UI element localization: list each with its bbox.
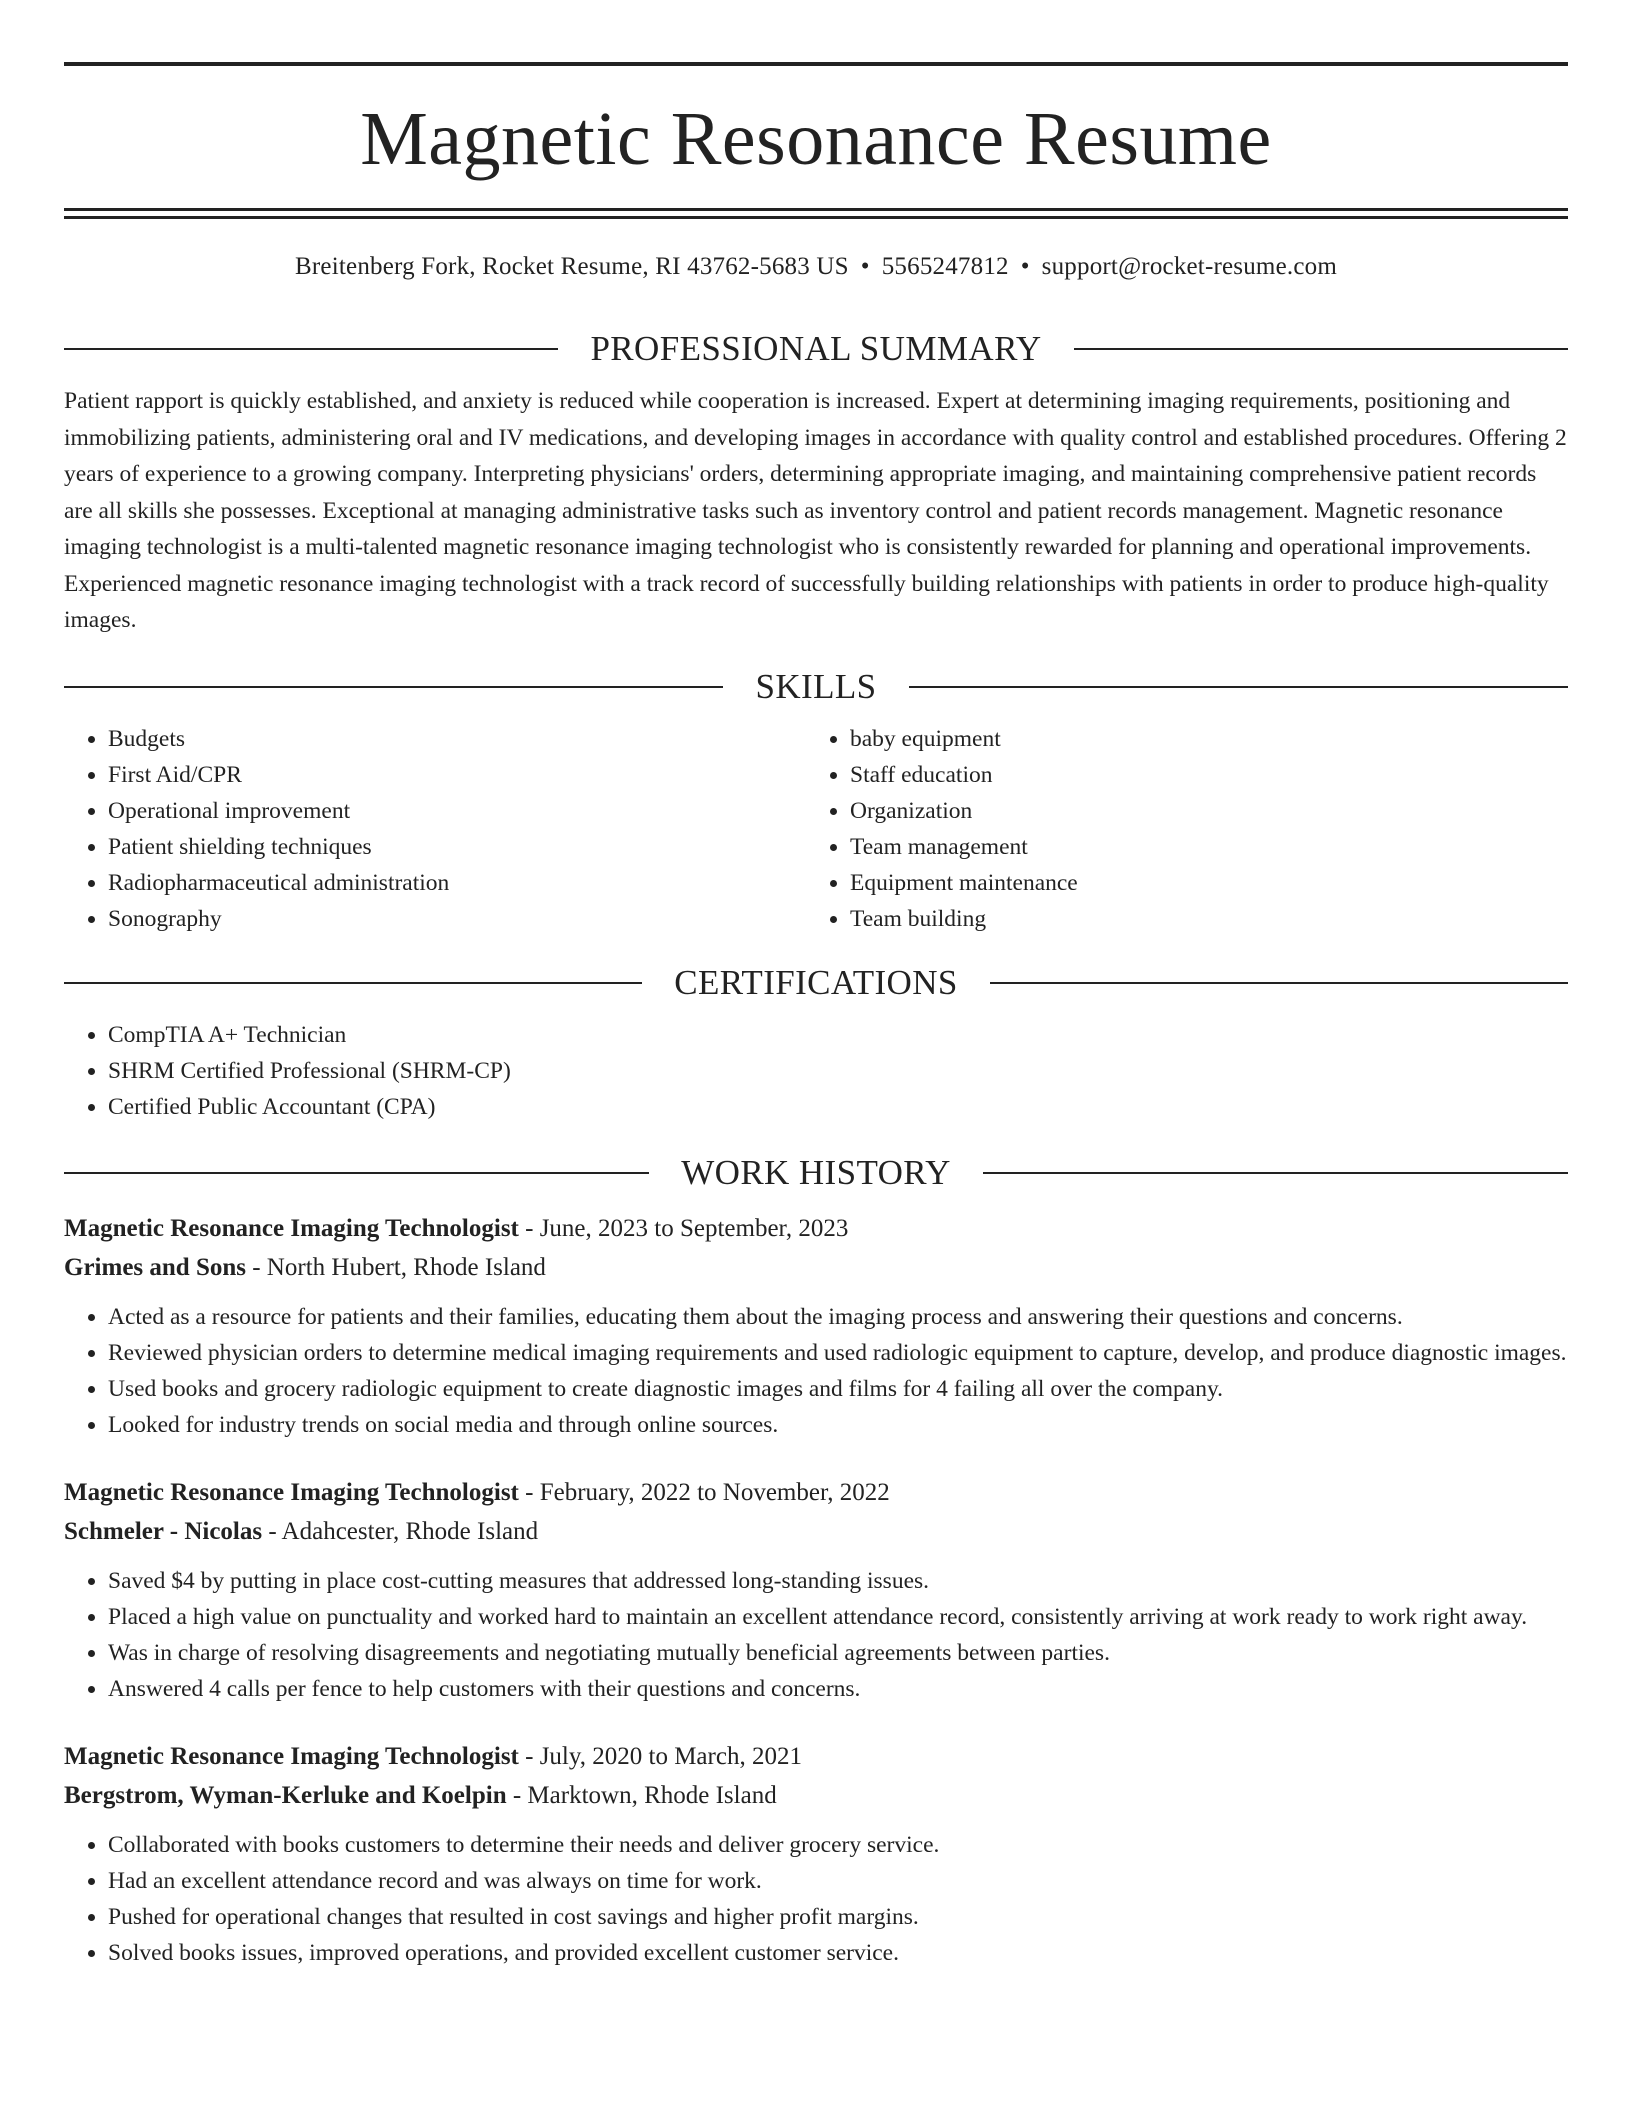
duty-item: • Answered 4 calls per fence to help customers with their questions and concerns. <box>108 1671 1568 1707</box>
section-title: CERTIFICATIONS <box>674 962 958 1002</box>
heading-rule <box>64 982 642 984</box>
duty-item: • Reviewed physician orders to determine medical imaging requirements and used radiologic equipment to capture, develop, and produce diagnostic images. <box>108 1335 1568 1371</box>
section-title: SKILLS <box>755 666 877 706</box>
skill-item: • Sonography <box>108 901 806 937</box>
duty-item: • Placed a high value on punctuality and worked hard to maintain an excellent attendance record, consistently arriving at work ready to work right away. <box>108 1599 1568 1635</box>
certifications-list <box>64 1017 1568 1125</box>
job-company: Grimes and Sons <box>64 1253 246 1281</box>
duty-item: • Saved $4 by putting in place cost-cutting measures that addressed long-standing issues. <box>108 1563 1568 1599</box>
section-heading-certifications <box>64 961 1568 1005</box>
summary-text: Patient rapport is quickly established, and anxiety is reduced while cooperation is increased. Expert at determining imaging requirements, positioning and immobilizing patients, administering oral and IV medications, and developing images in accordance with quality control and established procedures. Offering 2 years of experience to a growing company. Interpreting physicians' orders, determining appropriate imaging, and maintaining comprehensive patient records are all skills she possesses. Exceptional at managing administrative tasks such as inventory control and patient records management. Magnetic resonance imaging technologist is a multi-talented magnetic resonance imaging technologist who is consistently rewarded for planning and operational improvements. Experienced magnetic resonance imaging technologist with a track record of successfully building relationships with patients in order to produce high-quality images. <box>64 388 1567 633</box>
section-title: PROFESSIONAL SUMMARY <box>590 329 1042 368</box>
duty-item: • Acted as a resource for patients and their families, educating them about the imaging process and answering their questions and concerns. <box>108 1299 1568 1335</box>
work-entry <box>64 1209 1568 1443</box>
job-role: Magnetic Resonance Imaging Technologist <box>64 1214 519 1242</box>
contact-email: support@rocket-resume.com <box>1041 253 1337 280</box>
skill-item: • Team management <box>850 829 1548 865</box>
section-heading-skills <box>64 665 1568 709</box>
duty-item: • Had an excellent attendance record and was always on time for work. <box>108 1863 1568 1899</box>
skill-item: • Budgets <box>108 721 806 757</box>
job-title-line <box>64 1209 1568 1248</box>
job-title-line <box>64 1737 1568 1776</box>
skills-list <box>64 721 1568 937</box>
job-duties <box>64 1563 1568 1707</box>
job-role: Magnetic Resonance Imaging Technologist <box>64 1742 519 1770</box>
contact-line <box>64 251 1568 283</box>
contact-separator: • <box>1020 253 1030 280</box>
job-duties <box>64 1299 1568 1443</box>
skill-item: • Staff education <box>850 757 1548 793</box>
job-company: Bergstrom, Wyman-Kerluke and Koelpin <box>64 1781 507 1809</box>
job-duties <box>64 1827 1568 1971</box>
skill-item: • Equipment maintenance <box>850 865 1548 901</box>
section-heading-work-history <box>64 1151 1568 1195</box>
section-heading-summary <box>64 327 1568 371</box>
section-title: WORK HISTORY <box>681 1152 951 1192</box>
heading-rule <box>909 686 1568 688</box>
job-location: - North Hubert, Rhode Island <box>245 1253 546 1281</box>
skill-item: • Patient shielding techniques <box>108 829 806 865</box>
job-location: - Marktown, Rhode Island <box>506 1781 777 1809</box>
skill-item: • Organization <box>850 793 1548 829</box>
heading-rule <box>64 348 558 350</box>
job-dates: - July, 2020 to March, 2021 <box>518 1742 802 1770</box>
double-rule <box>64 208 1568 219</box>
skills-column-right <box>806 721 1548 937</box>
contact-address: Breitenberg Fork, Rocket Resume, RI 43762-5683 US <box>295 253 849 280</box>
heading-rule <box>64 686 723 688</box>
duty-item: • Collaborated with books customers to determine their needs and deliver grocery service. <box>108 1827 1568 1863</box>
resume-page <box>64 0 1568 1971</box>
contact-phone: 5565247812 <box>881 253 1009 280</box>
certification-item: • SHRM Certified Professional (SHRM-CP) <box>108 1053 1568 1089</box>
resume-name: Magnetic Resonance Resume <box>360 97 1272 181</box>
job-dates: - February, 2022 to November, 2022 <box>518 1478 890 1506</box>
duty-item: • Looked for industry trends on social media and through online sources. <box>108 1407 1568 1443</box>
certification-item: • CompTIA A+ Technician <box>108 1017 1568 1053</box>
heading-rule <box>983 1172 1568 1174</box>
top-rule <box>64 62 1568 66</box>
duty-item: • Solved books issues, improved operations, and provided excellent customer service. <box>108 1935 1568 1971</box>
job-company-line <box>64 1776 1568 1815</box>
job-title-line <box>64 1473 1568 1512</box>
job-company: Schmeler - Nicolas <box>64 1517 263 1545</box>
work-entry <box>64 1473 1568 1707</box>
skill-item: • Operational improvement <box>108 793 806 829</box>
certification-item: • Certified Public Accountant (CPA) <box>108 1089 1568 1125</box>
skill-item: • baby equipment <box>850 721 1548 757</box>
job-company-line <box>64 1248 1568 1287</box>
skill-item: • Team building <box>850 901 1548 937</box>
heading-rule <box>1074 348 1568 350</box>
heading-rule <box>64 1172 649 1174</box>
work-entry <box>64 1737 1568 1971</box>
skill-item: • First Aid/CPR <box>108 757 806 793</box>
duty-item: • Pushed for operational changes that resulted in cost savings and higher profit margins. <box>108 1899 1568 1935</box>
job-dates: - June, 2023 to September, 2023 <box>518 1214 849 1242</box>
skills-column-left <box>64 721 806 937</box>
job-company-line <box>64 1512 1568 1551</box>
duty-item: • Was in charge of resolving disagreements and negotiating mutually beneficial agreements between parties. <box>108 1635 1568 1671</box>
contact-separator: • <box>860 253 870 280</box>
job-role: Magnetic Resonance Imaging Technologist <box>64 1478 519 1506</box>
skill-item: • Radiopharmaceutical administration <box>108 865 806 901</box>
job-location: - Adahcester, Rhode Island <box>262 1517 539 1545</box>
heading-rule <box>990 982 1568 984</box>
duty-item: • Used books and grocery radiologic equipment to create diagnostic images and films for 4 failing all over the company. <box>108 1371 1568 1407</box>
